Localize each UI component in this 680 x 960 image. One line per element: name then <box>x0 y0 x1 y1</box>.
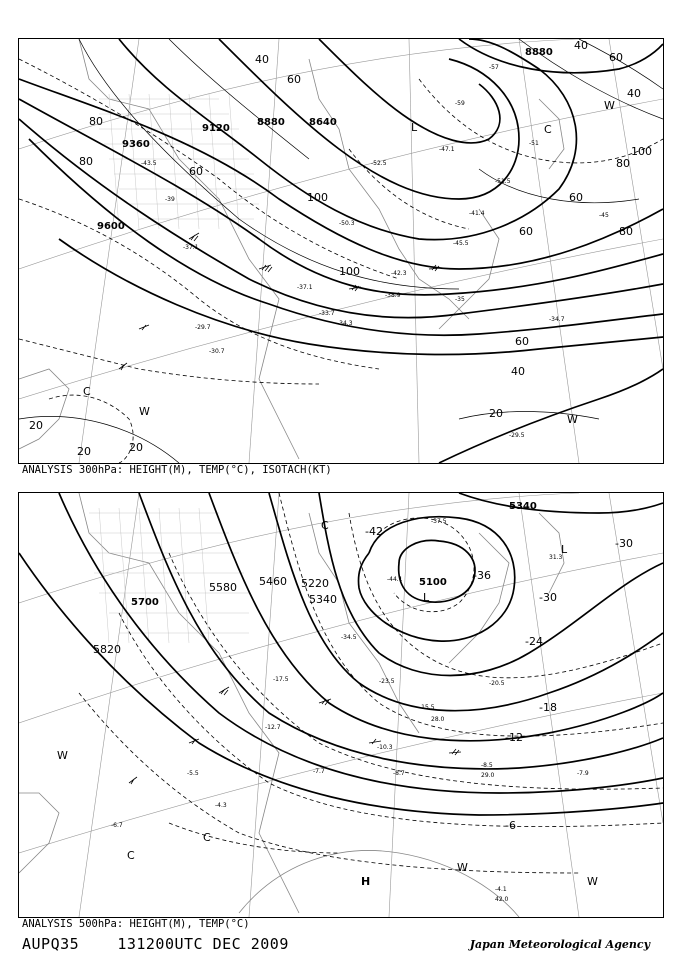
isotherm-label: -30 <box>539 591 557 604</box>
temp-label: -33.7 <box>319 310 335 317</box>
temp-label: -38.9 <box>385 292 401 299</box>
isotach-label: 20 <box>29 419 43 432</box>
temp-label: -43.5 <box>141 160 157 167</box>
panel-caption-300: ANALYSIS 300hPa: HEIGHT(M), TEMP(°C), ISOTACH(KT) <box>22 464 332 476</box>
temp-label: -20.5 <box>489 680 505 687</box>
map-panel-300hpa <box>18 38 664 464</box>
temp-label: -10.3 <box>377 744 393 751</box>
isotherm-label: -18 <box>539 701 557 714</box>
temp-label: -4.3 <box>215 802 227 809</box>
temp-label: -7.7 <box>313 768 325 775</box>
temp-label: 29.0 <box>481 772 495 779</box>
isotach-label: 20 <box>489 407 503 420</box>
temp-label: -30.7 <box>209 348 225 355</box>
chart-code: AUPQ35 <box>22 935 80 953</box>
temp-label: -50.3 <box>339 220 355 227</box>
isotach-label: 60 <box>287 73 301 86</box>
temp-label: -7.9 <box>577 770 589 777</box>
chart-code-and-time <box>22 935 289 953</box>
isotherm-label: -36 <box>473 569 491 582</box>
marker-low: L <box>411 121 418 134</box>
hatched-region-500 <box>89 508 249 643</box>
isotherm-label: -6 <box>505 819 516 832</box>
isotherm-label: -24 <box>525 635 543 648</box>
isotach-label: 20 <box>77 445 91 458</box>
temp-label: -35 <box>455 296 465 303</box>
temp-label: -51 <box>529 140 539 147</box>
height-label: 9600 <box>97 221 125 232</box>
isotherm-label: -42 <box>365 525 383 538</box>
temp-label: -29.5 <box>509 432 525 439</box>
isotach-label: 60 <box>189 165 203 178</box>
temp-label: -37.1 <box>183 244 199 251</box>
temp-label: 31.3 <box>549 554 563 561</box>
isotach-label: 80 <box>79 155 93 168</box>
height-label: 5820 <box>93 643 121 656</box>
isotach-label: 80 <box>619 225 633 238</box>
marker-cold: C <box>203 831 211 844</box>
isotach-label: 100 <box>339 265 360 278</box>
height-label: 9120 <box>202 123 230 134</box>
coastline-300 <box>19 39 564 459</box>
marker-low: L <box>423 591 430 604</box>
temp-label: -42.3 <box>391 270 407 277</box>
height-label: 5460 <box>259 575 287 588</box>
temp-label: -8.5 <box>481 762 493 769</box>
temp-label: -52.5 <box>371 160 387 167</box>
temp-label: -8.7 <box>393 770 405 777</box>
isotach-label: 40 <box>627 87 641 100</box>
marker-warm: W <box>457 861 468 874</box>
hatched-region-300 <box>99 94 259 229</box>
temp-label: -17.5 <box>273 676 289 683</box>
isotach-label: 60 <box>515 335 529 348</box>
temp-label: -4.1 <box>495 886 507 893</box>
temp-label: -29.7 <box>195 324 211 331</box>
temp-label: 28.0 <box>431 716 445 723</box>
isotach-label: 80 <box>616 157 630 170</box>
temp-label: -57 <box>489 64 499 71</box>
isotach-label: 60 <box>519 225 533 238</box>
isotach-label: 100 <box>307 191 328 204</box>
marker-high: H <box>361 875 371 888</box>
marker-cold: C <box>83 385 91 398</box>
temp-label: -44.1 <box>387 576 403 583</box>
temp-label: -12.7 <box>265 724 281 731</box>
isotherm-label: -12 <box>505 731 523 744</box>
temp-label: -5.5 <box>187 770 199 777</box>
temp-contours-300 <box>19 59 663 463</box>
temp-label: -15.5 <box>419 704 435 711</box>
coastline-500 <box>19 493 564 917</box>
temp-label: -37.5 <box>431 518 447 525</box>
graticule-500 <box>19 493 663 917</box>
chart-valid-time: 131200UTC DEC 2009 <box>117 935 289 953</box>
height-label: 8640 <box>309 117 337 128</box>
height-contours-300 <box>19 39 663 463</box>
isotach-label: 20 <box>129 441 143 454</box>
temp-label: -6.7 <box>111 822 123 829</box>
panel-caption-500: ANALYSIS 500hPa: HEIGHT(M), TEMP(°C) <box>22 918 250 930</box>
temp-label: -34.3 <box>337 320 353 327</box>
marker-warm: W <box>567 413 578 426</box>
isotach-label: 60 <box>609 51 623 64</box>
temp-label: -59 <box>455 100 465 107</box>
marker-warm: W <box>139 405 150 418</box>
marker-low: L <box>561 543 568 556</box>
isotach-label: 40 <box>255 53 269 66</box>
marker-warm: W <box>587 875 598 888</box>
map-500hpa-canvas <box>19 493 663 917</box>
marker-cold: C <box>127 849 135 862</box>
marker-warm: W <box>604 99 615 112</box>
isotach-label: 40 <box>574 39 588 52</box>
height-label: 8880 <box>525 47 553 58</box>
map-300hpa-canvas <box>19 39 663 463</box>
temp-label: -37.1 <box>297 284 313 291</box>
temp-label: -34.7 <box>549 316 565 323</box>
temp-label: -45.5 <box>453 240 469 247</box>
map-panel-500hpa <box>18 492 664 918</box>
height-label: 5100 <box>419 577 447 588</box>
agency-name: Japan Meteorological Agency <box>469 938 650 951</box>
height-label: 5340 <box>309 593 337 606</box>
temp-label: -39 <box>165 196 175 203</box>
temp-label: -41.4 <box>469 210 485 217</box>
temp-label: -47.1 <box>439 146 455 153</box>
temp-label: -34.5 <box>341 634 357 641</box>
temp-label: -51.5 <box>495 178 511 185</box>
isotach-label: 40 <box>511 365 525 378</box>
isotach-label: 60 <box>569 191 583 204</box>
height-label: 5700 <box>131 597 159 608</box>
height-label: 5220 <box>301 577 329 590</box>
marker-cold: C <box>544 123 552 136</box>
marker-cold: C <box>321 519 329 532</box>
height-label: 5340 <box>509 501 537 512</box>
isotach-label: 80 <box>89 115 103 128</box>
isotach-label: 100 <box>631 145 652 158</box>
height-label: 8880 <box>257 117 285 128</box>
height-label: 5580 <box>209 581 237 594</box>
temp-label: 42.0 <box>495 896 509 903</box>
isotherm-label: -30 <box>615 537 633 550</box>
marker-warm: W <box>57 749 68 762</box>
temp-label: -45 <box>599 212 609 219</box>
height-label: 9360 <box>122 139 150 150</box>
temp-label: -23.5 <box>379 678 395 685</box>
